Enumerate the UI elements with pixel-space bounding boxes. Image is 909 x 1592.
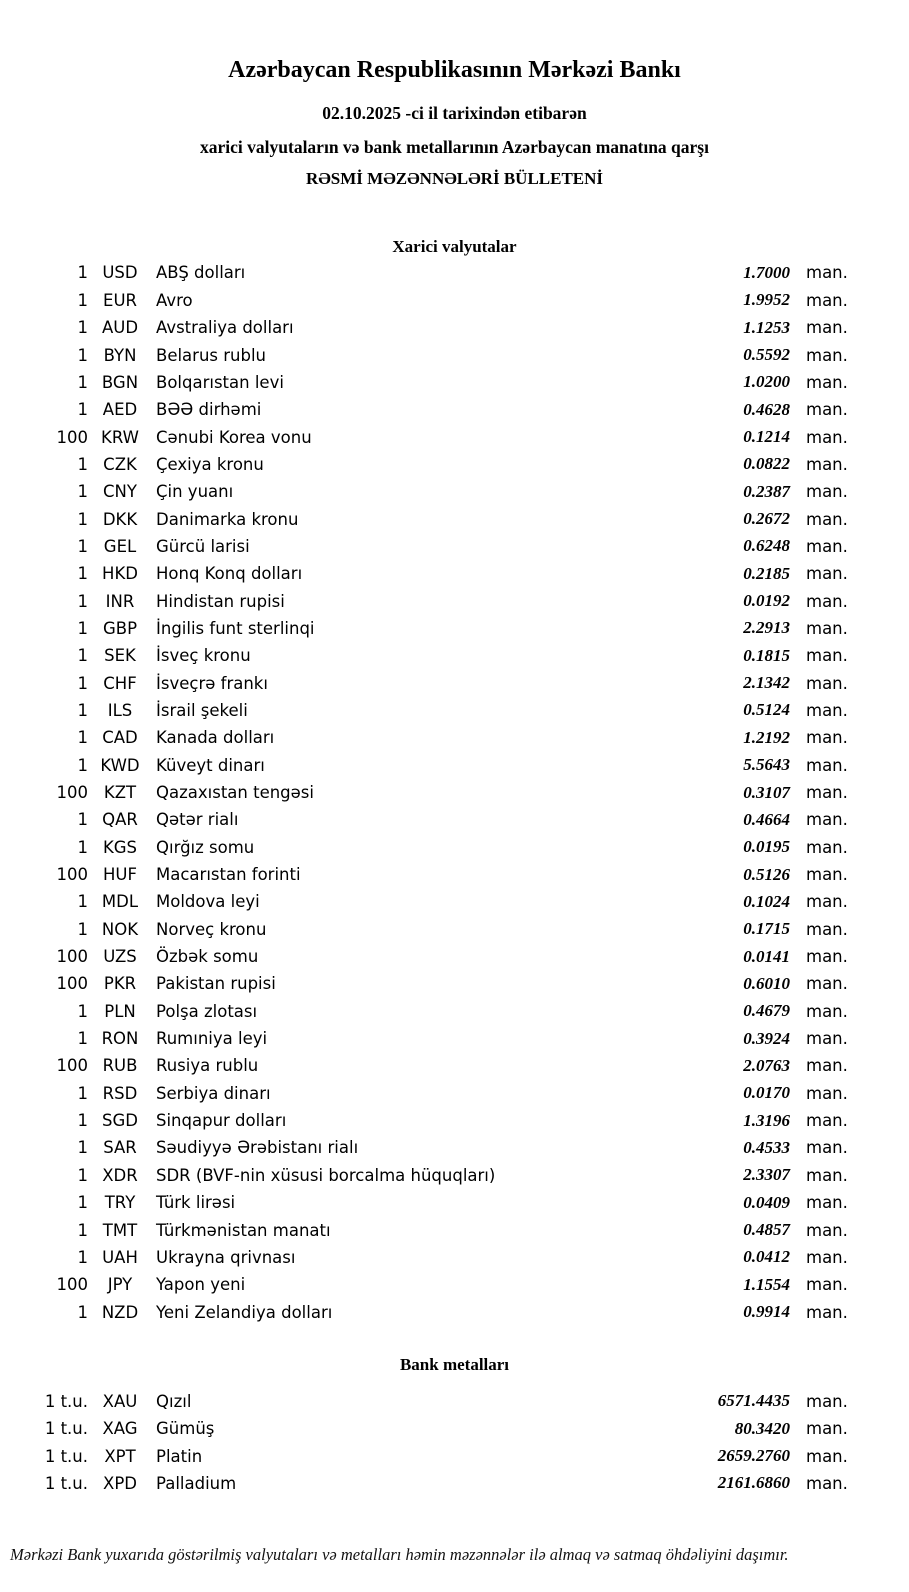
rate-row <box>0 1216 909 1243</box>
unit-label: man. <box>806 919 848 939</box>
currency-name: Türk lirəsi <box>156 1193 236 1213</box>
rate-value: 1.1253 <box>743 317 790 337</box>
rate-value: 5.5643 <box>743 755 790 775</box>
unit-label: man. <box>806 728 848 748</box>
footer-note: Mərkəzi Bank yuxarıda göstərilmiş valyutaları və metalları həmin məzənnələr ilə almaq və satmaq öhdəliyini daşımır. <box>10 1545 789 1565</box>
quantity-cell: 100 <box>56 783 88 802</box>
rate-row <box>0 1415 909 1442</box>
rate-value: 0.2672 <box>743 509 790 529</box>
currency-code: BYN <box>103 345 137 365</box>
rate-value: 0.2185 <box>743 563 790 583</box>
rate-value: 0.5592 <box>743 345 790 364</box>
unit-label: man. <box>806 810 848 830</box>
currency-code: GEL <box>103 536 137 556</box>
rate-row <box>0 834 909 861</box>
rate-row <box>0 560 909 587</box>
rate-value: 1.7000 <box>743 262 790 282</box>
unit-label: man. <box>806 536 848 556</box>
rate-row <box>0 396 909 423</box>
quantity-cell: 1 <box>77 837 88 857</box>
unit-label: man. <box>806 1419 848 1439</box>
quantity-cell: 1 t.u. <box>44 1391 88 1411</box>
currency-name: İngilis funt sterlinqi <box>156 618 315 638</box>
currency-name: Qətər rialı <box>156 810 239 830</box>
quantity-cell: 100 <box>56 865 88 885</box>
quantity-cell: 1 <box>77 1111 88 1131</box>
unit-label: man. <box>806 345 848 365</box>
quantity-cell: 1 <box>77 536 88 556</box>
quantity-cell: 1 <box>77 1247 88 1267</box>
quantity-cell: 1 <box>77 755 88 775</box>
currency-code: KRW <box>101 427 139 447</box>
currency-code: MDL <box>101 892 139 912</box>
quantity-cell: 1 <box>77 673 88 693</box>
quantity-cell: 1 <box>77 810 88 830</box>
rate-value: 0.9914 <box>743 1302 790 1322</box>
unit-label: man. <box>806 482 848 502</box>
currency-name: Çexiya kronu <box>156 454 264 474</box>
currency-name: Yapon yeni <box>156 1275 246 1295</box>
metals-section-title: Bank metalları <box>399 1354 510 1374</box>
subject-line: xarici valyutaların və bank metallarının Azərbaycan manatına qarşı <box>200 137 709 157</box>
rate-value: 1.1554 <box>743 1274 790 1294</box>
rate-row <box>0 724 909 751</box>
quantity-cell: 1 <box>77 618 88 638</box>
currency-code: JPY <box>107 1275 133 1295</box>
rate-row <box>0 314 909 341</box>
currency-code: CHF <box>103 673 137 693</box>
rate-row <box>0 505 909 532</box>
currency-name: Platin <box>156 1446 203 1466</box>
currency-code: INR <box>105 591 135 611</box>
quantity-cell: 100 <box>56 1056 88 1076</box>
currency-code: TRY <box>104 1193 136 1213</box>
quantity-cell: 1 <box>77 1029 88 1049</box>
unit-label: man. <box>806 1056 848 1076</box>
currency-code: PLN <box>104 1001 136 1021</box>
rate-row <box>0 1162 909 1189</box>
rate-value: 80.3420 <box>734 1418 790 1438</box>
currency-name: Gürcü larisi <box>156 536 250 556</box>
currency-name: ABŞ dolları <box>156 263 246 283</box>
rate-row <box>0 861 909 888</box>
unit-label: man. <box>806 1391 848 1411</box>
currency-name: Gümüş <box>156 1419 215 1439</box>
currency-name: Pakistan rupisi <box>156 974 276 994</box>
unit-label: man. <box>806 837 848 857</box>
currency-code: XPT <box>104 1446 136 1466</box>
rate-row <box>0 1388 909 1415</box>
unit-label: man. <box>806 1275 848 1295</box>
unit-label: man. <box>806 564 848 584</box>
unit-label: man. <box>806 892 848 912</box>
currency-code: RSD <box>102 1083 138 1103</box>
currency-table <box>0 259 909 1325</box>
currency-name: Serbiya dinarı <box>156 1083 271 1103</box>
rate-row <box>0 1470 909 1497</box>
rate-row <box>0 1052 909 1079</box>
currency-code: XDR <box>102 1165 138 1185</box>
rate-value: 0.0170 <box>743 1083 790 1103</box>
unit-label: man. <box>806 1193 848 1213</box>
unit-label: man. <box>806 263 848 283</box>
rate-value: 0.0192 <box>743 591 790 611</box>
unit-label: man. <box>806 318 848 338</box>
currency-code: XPD <box>103 1473 137 1493</box>
rate-value: 2.3307 <box>743 1165 790 1185</box>
rate-value: 2161.6860 <box>717 1473 790 1493</box>
currency-code: CNY <box>103 482 137 502</box>
rate-value: 1.3196 <box>743 1110 790 1130</box>
currency-name: Avstraliya dolları <box>156 318 294 338</box>
currency-code: GBP <box>102 618 138 638</box>
quantity-cell: 1 <box>77 1302 88 1322</box>
quantity-cell: 100 <box>56 947 88 967</box>
quantity-cell: 1 <box>77 263 88 283</box>
currency-name: Danimarka kronu <box>156 509 299 529</box>
currency-code: EUR <box>103 290 137 310</box>
currency-code: SAR <box>103 1138 137 1158</box>
quantity-cell: 1 <box>77 1083 88 1103</box>
rate-row <box>0 369 909 396</box>
quantity-cell: 1 <box>77 1193 88 1213</box>
rate-row <box>0 259 909 286</box>
currency-name: Macarıstan forinti <box>156 865 301 885</box>
unit-label: man. <box>806 454 848 474</box>
unit-label: man. <box>806 1111 848 1131</box>
currency-name: Özbək somu <box>156 947 259 967</box>
rate-value: 0.2387 <box>743 481 790 501</box>
currency-code: AUD <box>101 318 139 338</box>
rate-value: 1.2192 <box>743 727 790 747</box>
currency-name: Cənubi Korea vonu <box>156 427 312 447</box>
quantity-cell: 1 t.u. <box>44 1473 88 1493</box>
quantity-cell: 1 <box>77 400 88 420</box>
quantity-cell: 1 <box>77 591 88 611</box>
unit-label: man. <box>806 1247 848 1267</box>
rate-value: 0.4857 <box>743 1220 790 1239</box>
quantity-cell: 1 <box>77 728 88 748</box>
rate-value: 0.4533 <box>743 1137 790 1157</box>
unit-label: man. <box>806 1029 848 1049</box>
currency-name: Moldova leyi <box>156 892 260 912</box>
currency-code: BGN <box>101 372 139 392</box>
unit-label: man. <box>806 509 848 529</box>
currency-code: NOK <box>101 919 139 939</box>
rate-row <box>0 341 909 368</box>
rate-value: 0.3107 <box>743 782 790 802</box>
rate-value: 0.4628 <box>743 399 790 419</box>
unit-label: man. <box>806 1138 848 1158</box>
currency-name: Sinqapur dolları <box>156 1111 287 1131</box>
currency-name: İsrail şekeli <box>156 700 248 720</box>
quantity-cell: 1 <box>77 1138 88 1158</box>
rate-value: 0.5124 <box>743 700 790 720</box>
currency-name: Norveç kronu <box>156 919 267 939</box>
rate-row <box>0 998 909 1025</box>
rate-value: 0.6010 <box>743 973 790 993</box>
quantity-cell: 1 <box>77 1001 88 1021</box>
unit-label: man. <box>806 700 848 720</box>
unit-label: man. <box>806 1473 848 1493</box>
document-header <box>0 0 909 190</box>
currency-name: Yeni Zelandiya dolları <box>156 1302 333 1322</box>
currency-code: RUB <box>102 1056 138 1076</box>
rate-value: 0.6248 <box>743 536 790 556</box>
unit-label: man. <box>806 427 848 447</box>
quantity-cell: 1 <box>77 700 88 720</box>
quantity-cell: 1 <box>77 345 88 365</box>
quantity-cell: 1 <box>77 919 88 939</box>
rate-row <box>0 615 909 642</box>
quantity-cell: 1 <box>77 482 88 502</box>
currency-name: Rumıniya leyi <box>156 1029 268 1049</box>
rate-row <box>0 806 909 833</box>
currency-code: SGD <box>102 1111 138 1131</box>
rate-row <box>0 1107 909 1134</box>
rate-value: 2.2913 <box>743 618 790 638</box>
rate-row <box>0 1189 909 1216</box>
currency-name: Hindistan rupisi <box>156 591 285 611</box>
rate-row <box>0 1134 909 1161</box>
currency-name: Qırğız somu <box>156 837 255 857</box>
currencies-section-title: Xarici valyutalar <box>392 237 517 256</box>
currency-code: ILS <box>107 700 133 720</box>
currency-code: SEK <box>104 646 136 666</box>
currency-name: Çin yuanı <box>156 482 234 502</box>
quantity-cell: 1 <box>77 1165 88 1185</box>
quantity-cell: 1 t.u. <box>44 1419 88 1439</box>
rate-value: 0.3924 <box>743 1028 790 1048</box>
rate-row <box>0 669 909 696</box>
rate-row <box>0 970 909 997</box>
currency-code: NZD <box>101 1302 139 1322</box>
currency-code: USD <box>102 263 138 283</box>
quantity-cell: 1 <box>77 646 88 666</box>
unit-label: man. <box>806 783 848 802</box>
currency-name: Qızıl <box>156 1391 192 1411</box>
rate-value: 0.4664 <box>743 809 790 829</box>
rate-value: 1.9952 <box>743 290 790 310</box>
rate-row <box>0 587 909 614</box>
rate-value: 0.0195 <box>743 837 790 857</box>
unit-label: man. <box>806 974 848 994</box>
rate-row <box>0 1298 909 1325</box>
rate-row <box>0 888 909 915</box>
quantity-cell: 1 <box>77 318 88 338</box>
rate-row <box>0 1025 909 1052</box>
bank-name-title: Azərbaycan Respublikasının Mərkəzi Bankı <box>228 57 681 83</box>
unit-label: man. <box>806 755 848 775</box>
currency-name: Türkmənistan manatı <box>156 1220 331 1240</box>
rate-value: 0.0141 <box>743 946 790 966</box>
unit-label: man. <box>806 865 848 885</box>
currency-code: AED <box>102 400 138 420</box>
unit-label: man. <box>806 1001 848 1021</box>
unit-label: man. <box>806 1220 848 1240</box>
rate-row <box>0 943 909 970</box>
rate-row <box>0 697 909 724</box>
currency-code: HUF <box>103 865 137 885</box>
rate-row <box>0 533 909 560</box>
rate-row <box>0 1080 909 1107</box>
currency-name: SDR (BVF-nin xüsusi borcalma hüquqları) <box>156 1165 496 1185</box>
currency-code: CZK <box>103 454 137 474</box>
rate-row <box>0 287 909 314</box>
date-line: 02.10.2025 -ci il tarixindən etibarən <box>322 103 587 123</box>
rate-value: 0.5126 <box>743 864 790 884</box>
rate-value: 1.0200 <box>743 372 790 392</box>
rate-row <box>0 916 909 943</box>
unit-label: man. <box>806 290 848 310</box>
currency-code: QAR <box>102 810 138 830</box>
quantity-cell: 1 <box>77 454 88 474</box>
rate-row <box>0 779 909 806</box>
unit-label: man. <box>806 400 848 420</box>
quantity-cell: 1 <box>77 509 88 529</box>
rate-row <box>0 751 909 778</box>
unit-label: man. <box>806 591 848 611</box>
currency-code: PKR <box>103 974 137 994</box>
rate-value: 0.0822 <box>743 454 790 474</box>
rate-value: 2659.2760 <box>717 1446 790 1466</box>
unit-label: man. <box>806 947 848 967</box>
currency-code: HKD <box>102 564 138 584</box>
currency-name: Rusiya rublu <box>156 1056 259 1076</box>
currency-code: DKK <box>102 509 138 529</box>
quantity-cell: 1 <box>77 564 88 584</box>
currency-code: TMT <box>102 1220 138 1240</box>
quantity-cell: 1 <box>77 1220 88 1240</box>
currency-code: KWD <box>100 755 140 775</box>
currency-code: UAH <box>102 1247 138 1267</box>
quantity-cell: 1 <box>77 372 88 392</box>
unit-label: man. <box>806 1165 848 1185</box>
currency-name: İsveç kronu <box>156 646 251 666</box>
unit-label: man. <box>806 1302 848 1322</box>
quantity-cell: 1 <box>77 290 88 310</box>
currency-code: XAG <box>102 1419 138 1439</box>
rate-row <box>0 1244 909 1271</box>
currency-name: Honq Konq dolları <box>156 564 303 584</box>
currency-name: İsveçrə frankı <box>156 673 268 693</box>
currency-code: CAD <box>102 728 138 748</box>
currency-name: Polşa zlotası <box>156 1001 258 1021</box>
quantity-cell: 1 t.u. <box>44 1446 88 1466</box>
currency-name: Belarus rublu <box>156 345 267 365</box>
rate-value: 0.0412 <box>743 1247 790 1267</box>
bulletin-title: RƏSMİ MƏZƏNNƏLƏRİ BÜLLETENİ <box>305 169 604 188</box>
rate-row <box>0 478 909 505</box>
unit-label: man. <box>806 1446 848 1466</box>
quantity-cell: 100 <box>56 427 88 447</box>
rate-value: 2.0763 <box>743 1055 790 1075</box>
currency-name: BƏƏ dirhəmi <box>156 400 262 420</box>
rate-value: 0.4679 <box>743 1001 790 1021</box>
quantity-cell: 1 <box>77 892 88 912</box>
currency-name: Kanada dolları <box>156 728 275 748</box>
rate-row <box>0 642 909 669</box>
rate-value: 0.1815 <box>743 645 790 665</box>
rate-row <box>0 1271 909 1298</box>
metals-table <box>0 1388 909 1497</box>
currency-name: Bolqarıstan levi <box>156 372 284 392</box>
rate-row <box>0 423 909 450</box>
unit-label: man. <box>806 673 848 693</box>
unit-label: man. <box>806 618 848 638</box>
rate-value: 0.0409 <box>743 1192 790 1212</box>
currency-code: UZS <box>103 947 137 967</box>
currency-code: RON <box>101 1029 139 1049</box>
rate-value: 0.1024 <box>743 891 790 911</box>
currency-name: Küveyt dinarı <box>156 755 265 775</box>
unit-label: man. <box>806 646 848 666</box>
rate-value: 0.1715 <box>743 919 790 939</box>
quantity-cell: 100 <box>56 1275 88 1295</box>
currency-code: KGS <box>102 837 138 857</box>
currency-name: Palladium <box>156 1473 237 1493</box>
unit-label: man. <box>806 1083 848 1103</box>
currency-name: Avro <box>156 290 193 310</box>
rate-value: 6571.4435 <box>717 1391 790 1411</box>
unit-label: man. <box>806 372 848 392</box>
currency-name: Ukrayna qrivnası <box>156 1247 296 1267</box>
currency-name: Qazaxıstan tengəsi <box>156 783 314 802</box>
rate-row <box>0 451 909 478</box>
currency-code: KZT <box>103 783 137 802</box>
rate-row <box>0 1442 909 1469</box>
currency-code: XAU <box>102 1391 138 1411</box>
quantity-cell: 100 <box>56 974 88 994</box>
rate-value: 2.1342 <box>743 673 790 693</box>
currency-name: Səudiyyə Ərəbistanı rialı <box>156 1138 359 1158</box>
rate-value: 0.1214 <box>743 427 790 447</box>
